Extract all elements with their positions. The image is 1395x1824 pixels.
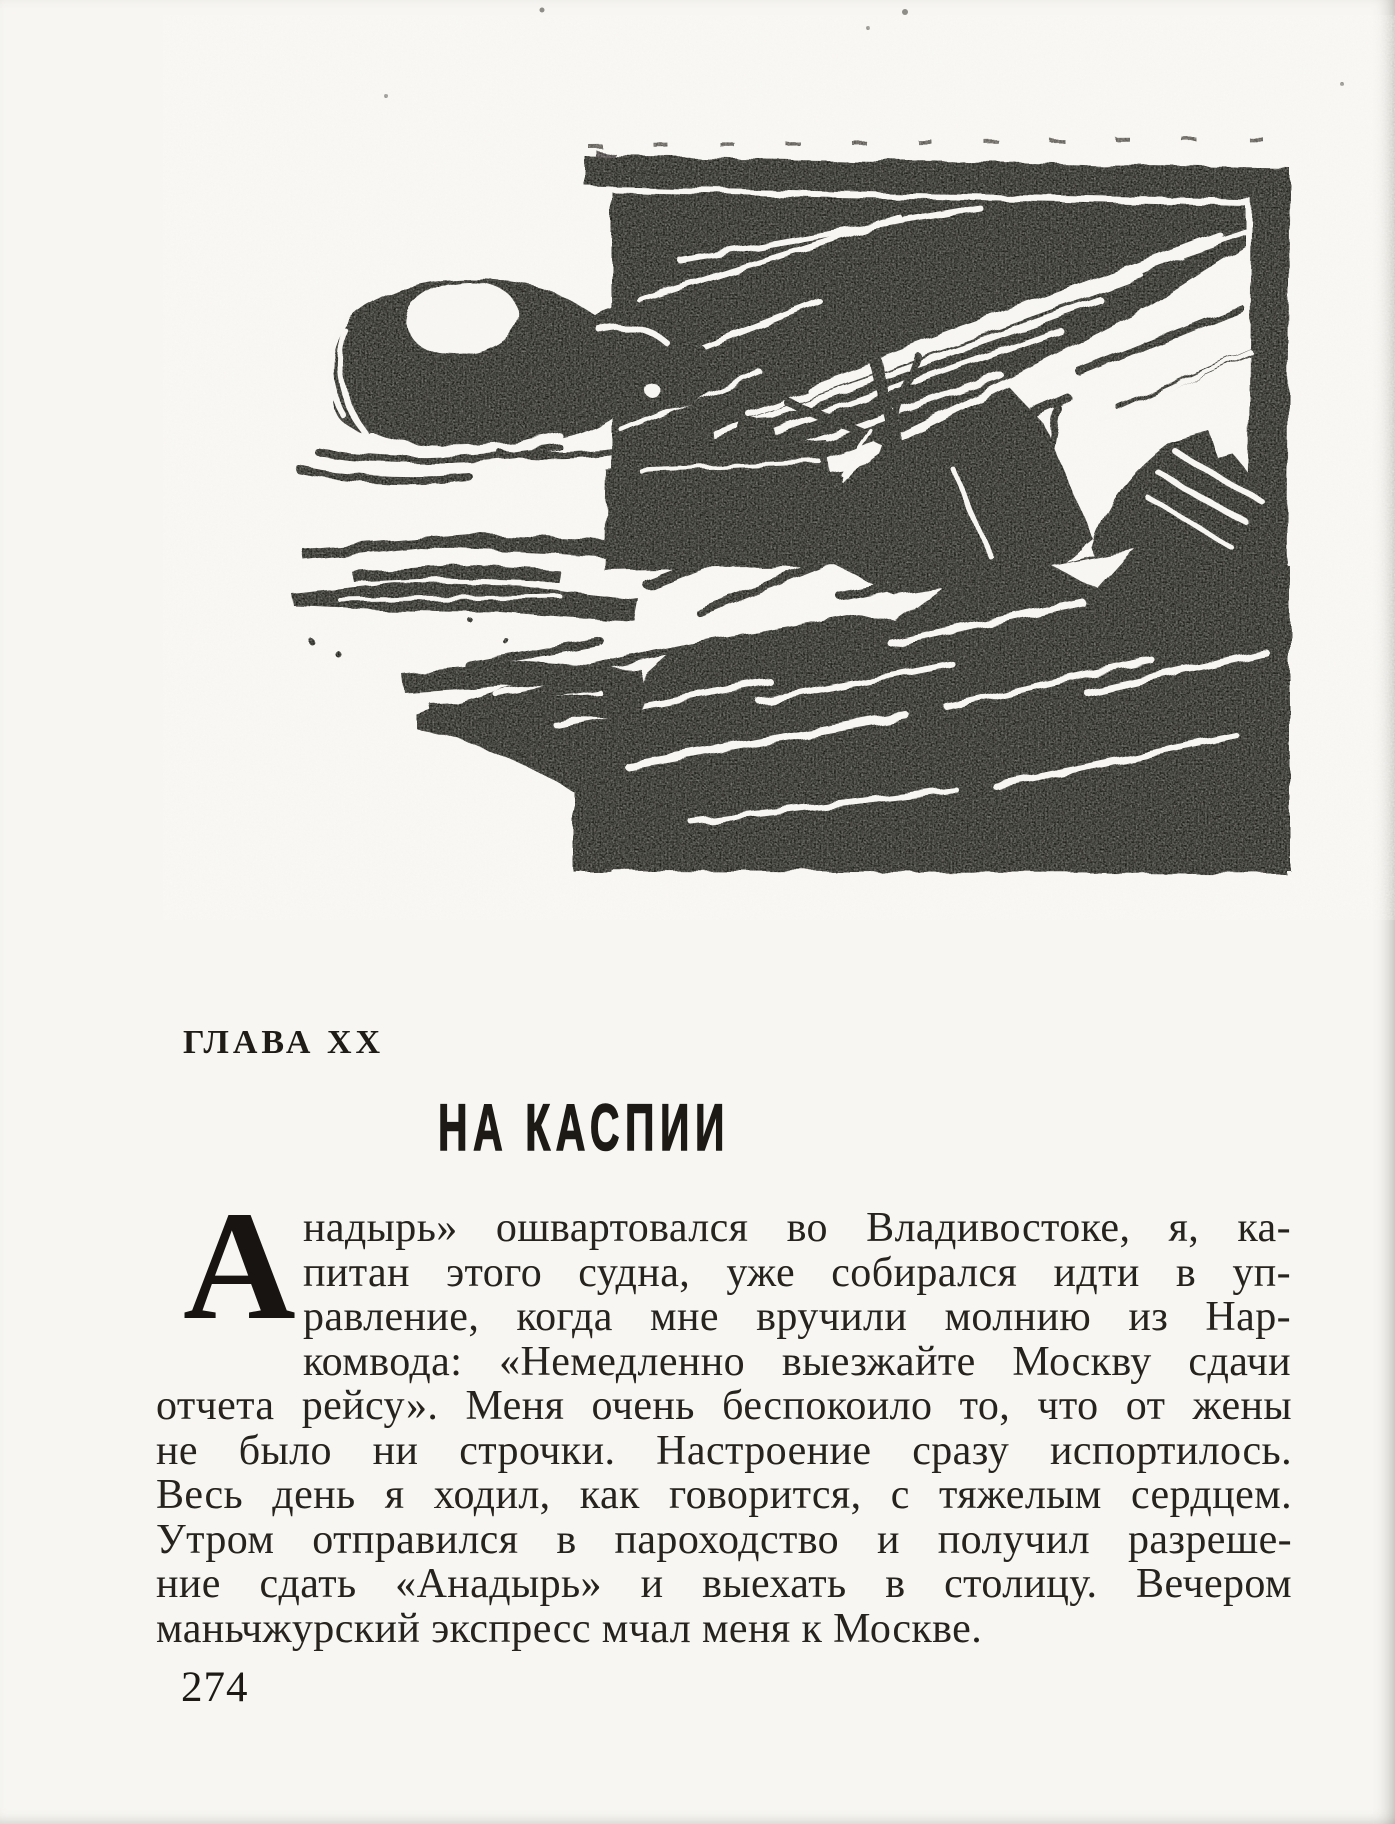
chapter-title: [438, 1090, 909, 1164]
chapter-title-text: НА КАСПИИ: [438, 1090, 730, 1164]
text-line: Утром отправился в пароходство и получил разреше-: [156, 1517, 1292, 1562]
text-line: равление, когда мне вручили молнию из Нар-: [303, 1295, 1291, 1340]
text-line: маньчжурский экспресс мчал меня к Москве.: [156, 1606, 983, 1651]
print-grain-texture: [268, 95, 1314, 895]
page-number: 274: [181, 1664, 249, 1711]
text-line: не было ни строчки. Настроение сразу испортилось.: [156, 1428, 1292, 1473]
drop-cap: А: [183, 1179, 296, 1352]
text-line: Весь день я ходил, как говорится, с тяжелым сердцем.: [156, 1473, 1292, 1518]
text-line: комвода: «Немедленно выезжайте Москву сдачи: [303, 1339, 1291, 1384]
chapter-label: ГЛАВА XX: [183, 1024, 385, 1061]
text-line: отчета рейсу». Меня очень беспокоило то, что от жены: [156, 1384, 1292, 1429]
text-line: питан этого судна, уже собирался идти в уп-: [303, 1250, 1291, 1295]
text-line: ние сдать «Анадырь» и выехать в столицу. Вечером: [156, 1562, 1292, 1607]
scan-specks: [384, 8, 1344, 99]
text-line: надырь» ошвартовался во Владивостоке, я, ка-: [303, 1206, 1291, 1251]
paragraph-indented-block: [303, 1206, 1291, 1384]
paragraph-full-block: [156, 1384, 1292, 1651]
